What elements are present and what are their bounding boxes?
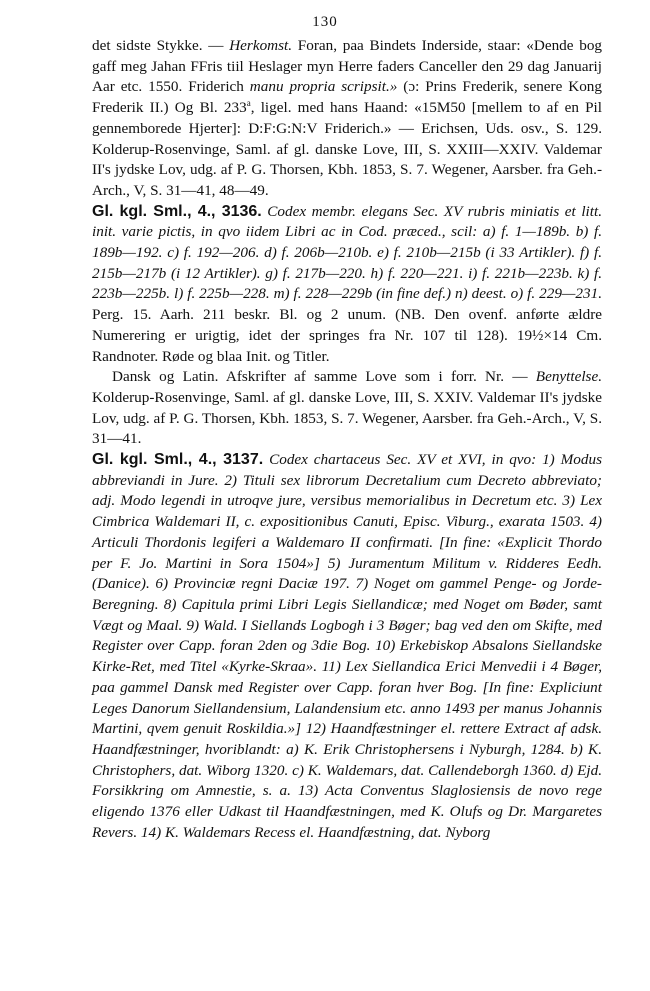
- text-run: Dansk og Latin. Afskrifter af samme Love som i forr. Nr. —: [112, 368, 536, 386]
- entry-3135-continuation: [92, 36, 602, 202]
- page-body: [92, 36, 602, 843]
- usage-label: Benyttelse.: [535, 368, 602, 386]
- text-run: , ligel. med hans Haand: «15M50 [mellem to af en Pil gennemborede Hjerter]: D:F:G:N:V Friderich.» — Erichsen, Uds. osv., S. 129. Kolderup-Rosenvinge, Saml. af gl. danske Love, III, S. XXIII—XXIV. Valdemar II's jydske Lov, udg. af P. G. Thorsen, Kbh. 1853, S. 7. Wegener, Aarsber. fra Geh.-Arch., V, S. 31—41, 48—49.: [92, 99, 602, 199]
- entry-heading: Gl. kgl. Sml., 4., 3137.: [92, 451, 264, 469]
- text-run: Foran, paa Bindets Inderside, staar: «Dende bog gaff meg Jahan FFris tiil Heslager myn Herre faders Canceller den 29 dag Januarij Aar etc. 1550. Friderich: [92, 37, 603, 96]
- entry-3136: [92, 202, 602, 368]
- entry-contents: Codex chartaceus Sec. XV et XVI, in qvo: 1) Modus abbreviandi in Jure. 2) Tituli sex librorum Decretalium cum Decreto abbreviato; adj. Modo legendi in utroqve jure, versibus memorialibus in Decretum etc. 3) Lex Cimbrica Waldemari II, c. expositionibus Canuti, Episc. Viburg., exarata 1503. 4) Articuli Thordonis legiferi a Waldemaro II confirmati. [In fine: «Explicit Thordo per F. Jo. Martini in Sora 1504»] 5) Juramentum Militum v. Ridderes Eedh. (Danice). 6) Provinciæ regni Daciæ 197. 7) Noget om gammel Penge- og Jorde-Beregning. 8) Capitula primi Libri Legis Siellandicæ; med Noget om Bøder, samt Vægt og Maal. 9) Wald. I Siellands Logbogh i 3 Bøger; bag ved den om Skifte, med Register over Capp. foran 2den og 3die Bog. 10) Erkebiskop Absalons Siellandske Kirke-Ret, med Titel «Kyrke-Skraa». 11) Lex Siellandica Erici Menvedii i 4 Bøger, paa gammel Dansk med Register over Capp. foran hver Bog. [In fine: Expliciunt Leges Danorum Siellandensium, Lalandensium etc. anno 1493 per manus Johannis Martini, qvem genuit Roskildia.»] 12) Haandfæstninger el. rettere Extract af adsk. Haandfæstninger, hvoriblandt: a) K. Erik Christophersens i Nyburgh, 1284. b) K. Christophers, dat. Wiborg 1320. c) K. Waldemars, dat. Callendeborgh 1360. d) Ejd. Forsikkring om Amnestie, s. a. 13) Acta Conventus Slaglosiensis de novo rege eligendo 1376 eller Udkast til Haandfæstningen, med K. Olufs og Dr. Margaretes Revers. 14) K. Waldemars Recess el. Haandfæstning, dat. Nyborg: [92, 451, 602, 841]
- entry-heading: Gl. kgl. Sml., 4., 3136.: [92, 202, 262, 220]
- text-run: Kolderup-Rosenvinge, Saml. af gl. danske Love, III, S. XXIV. Valdemar II's jydske Lov, udg. af P. G. Thorsen, Kbh. 1853, S. 7. Wegener, Aarsber. fra Geh.-Arch., V, S. 31—41.: [92, 388, 602, 448]
- page-number: 130: [312, 14, 338, 30]
- entry-3137: [92, 450, 602, 843]
- text-run: (ɔ: Prins Frederik, senere Kong Frederik II.) Og Bl. 233: [92, 78, 602, 117]
- superscript: a: [246, 98, 251, 109]
- text-run: det sidste Stykke. —: [92, 37, 230, 54]
- entry-contents: Codex membr. elegans Sec. XV rubris miniatis et litt. init. varie pictis, in qvo iidem Libri ac in Cod. præced., scil: a) f. 1—189b. b) f. 189b—192. c) f. 192—206. d) f. 206b—210b. e) f. 210b—215b (i 33 Artikler). f) f. 215b—217b (i 12 Artikler). g) f. 217b—220. h) f. 220—221. i) f. 221b—223b. k) f. 223b—225b. l) f. 225b—228. m) f. 228—229b (in fine def.) n) deest. o) f. 229—231.: [92, 202, 602, 303]
- latin-phrase: manu propria scripsit.»: [249, 78, 398, 96]
- provenance-label: Herkomst.: [229, 37, 293, 54]
- entry-3136-notes: [92, 367, 602, 450]
- entry-description: Perg. 15. Aarh. 211 beskr. Bl. og 2 unum. (NB. Den ovenf. anførte ældre Numerering er urigtig, idet der springes fra Nr. 107 til 128). 19½×14 Cm. Randnoter. Røde og blaa Init. og Titler.: [92, 306, 602, 365]
